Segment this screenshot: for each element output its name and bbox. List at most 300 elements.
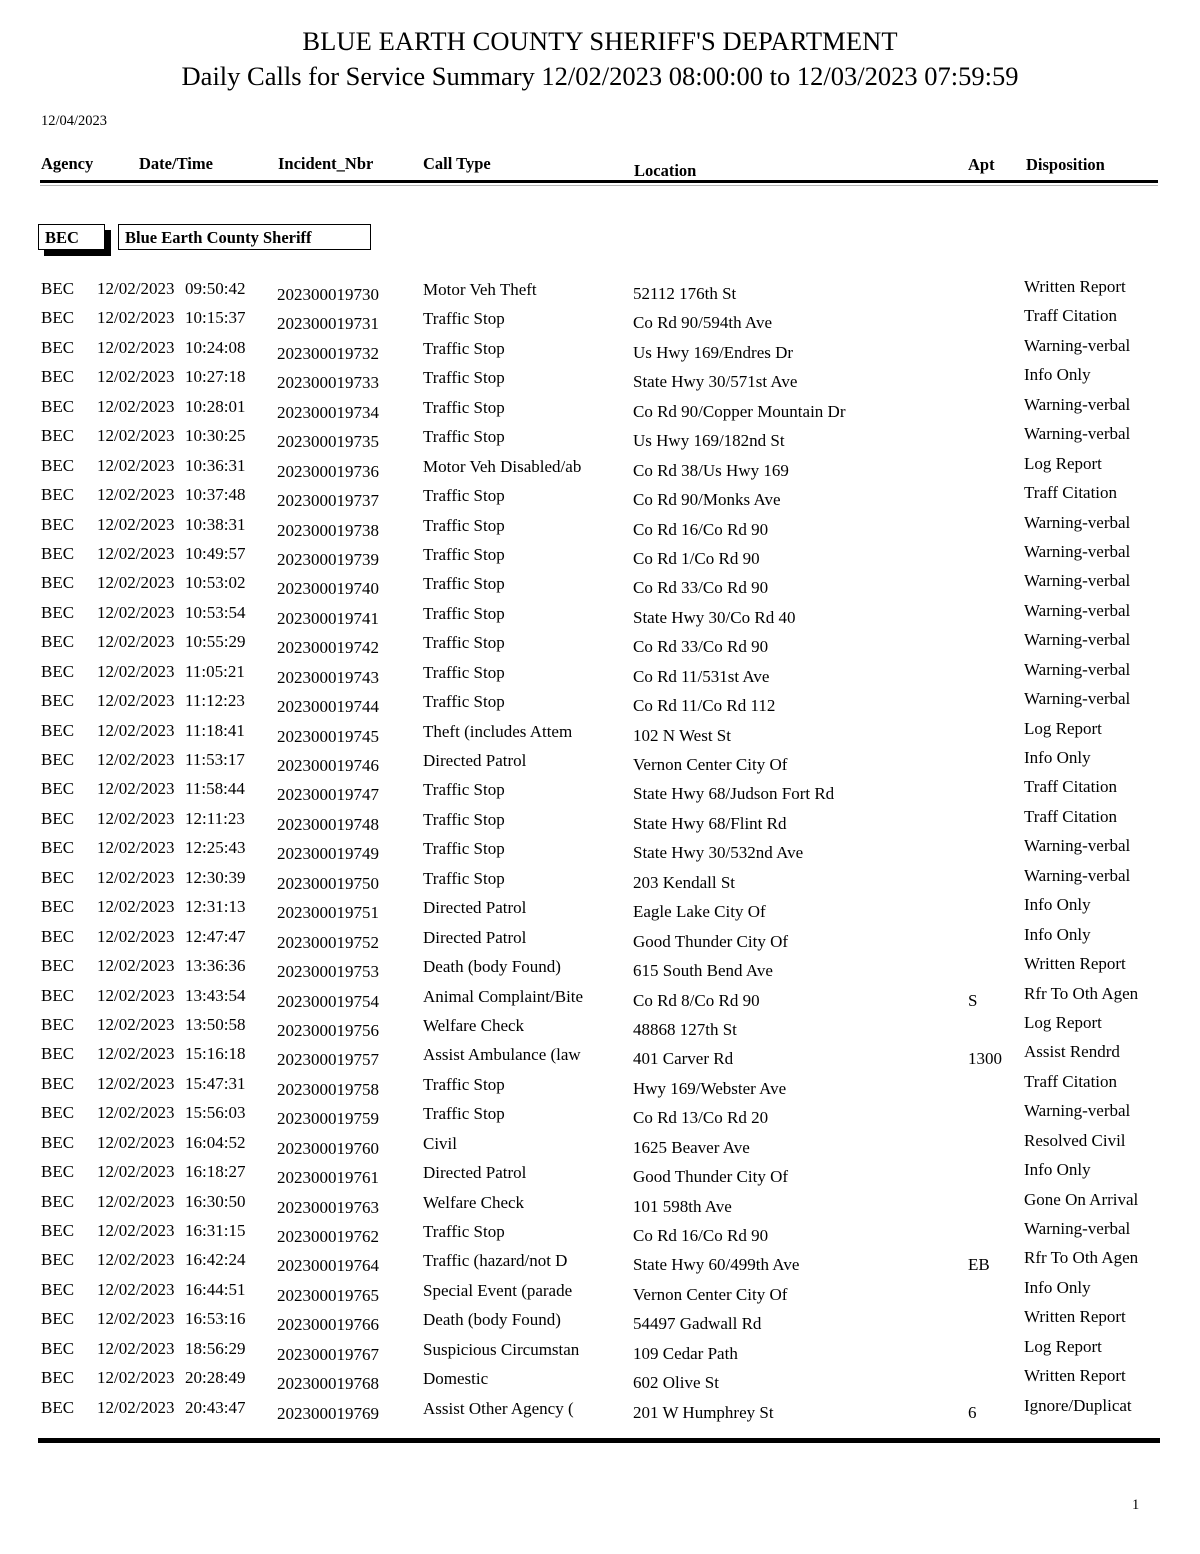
cell-date: 12/02/2023 [97,337,175,357]
cell-disposition: Warning-verbal [1024,865,1131,885]
cell-location: Co Rd 11/531st Ave [633,666,770,686]
cell-date: 12/02/2023 [97,1044,175,1064]
cell-disposition: Rfr To Oth Agen [1024,983,1139,1003]
cell-call-type: Traffic Stop [423,809,505,829]
cell-location: Co Rd 90/Copper Mountain Dr [633,401,846,421]
cell-disposition: Traff Citation [1024,306,1118,326]
cell-call-type: Traffic Stop [423,633,505,653]
cell-call-type: Welfare Check [423,1192,525,1212]
cell-call-type: Traffic Stop [423,515,505,535]
cell-call-type: Motor Veh Theft [423,280,537,299]
cell-agency: BEC [41,926,75,946]
cell-call-type: Theft (includes Attem [423,721,573,741]
report-subtitle: Daily Calls for Service Summary 12/02/2023 08:00:00 to 12/03/2023 07:59:59 [181,61,1019,91]
cell-time: 11:53:17 [185,750,245,769]
cell-disposition: Warning-verbal [1024,659,1131,679]
cell-location: 401 Carver Rd [633,1049,734,1069]
cell-agency: BEC [41,779,75,799]
table-row [0,1278,1200,1307]
cell-time: 12:11:23 [185,808,245,828]
cell-call-type: Traffic Stop [423,1222,505,1241]
cell-location: Vernon Center City Of [633,755,788,774]
cell-disposition: Traff Citation [1024,483,1118,503]
cell-date: 12/02/2023 [97,720,175,740]
cell-date: 12/02/2023 [97,750,175,769]
table-row [0,1307,1200,1336]
cell-agency: BEC [41,661,75,681]
cell-disposition: Resolved Civil [1024,1130,1126,1150]
table-row [0,984,1200,1013]
cell-disposition: Log Report [1024,1336,1102,1356]
cell-disposition: Warning-verbal [1024,600,1131,620]
cell-location: Co Rd 11/Co Rd 112 [633,696,776,716]
cell-location: Co Rd 13/Co Rd 20 [633,1108,769,1128]
cell-location: 201 W Humphrey St [633,1402,774,1422]
header-rule [40,180,1158,183]
cell-location: Us Hwy 169/182nd St [633,431,785,451]
cell-agency: BEC [41,543,75,563]
cell-location: State Hwy 60/499th Ave [633,1255,800,1275]
cell-agency: BEC [41,1368,75,1388]
cell-location: Hwy 169/Webster Ave [633,1078,787,1098]
cell-disposition: Traff Citation [1024,1071,1118,1091]
cell-date: 12/02/2023 [97,1221,175,1240]
column-header-disposition: Disposition [1026,155,1105,174]
cell-date: 12/02/2023 [97,1279,175,1299]
cell-call-type: Domestic [423,1369,489,1389]
cell-time: 10:55:29 [185,632,246,652]
cell-agency: BEC [41,426,75,446]
cell-time: 10:15:37 [185,308,246,328]
table-row [0,454,1200,483]
calls-table-body [0,277,1200,1425]
cell-time: 13:50:58 [185,1014,246,1034]
cell-call-type: Traffic Stop [423,780,505,800]
cell-apt: S [968,990,978,1010]
cell-date: 12/02/2023 [97,573,175,593]
cell-time: 10:24:08 [185,337,246,357]
cell-incident-nbr: 202300019731 [277,314,379,334]
cell-location: Co Rd 38/Us Hwy 169 [633,460,789,480]
cell-location: Us Hwy 169/Endres Dr [633,342,794,362]
cell-incident-nbr: 202300019743 [277,667,379,687]
cell-agency: BEC [41,1250,75,1270]
cell-agency: BEC [41,985,75,1005]
cell-date: 12/02/2023 [97,1162,175,1182]
cell-agency: BEC [41,1014,75,1034]
cell-date: 12/02/2023 [97,661,175,681]
cell-location: Co Rd 8/Co Rd 90 [633,990,760,1010]
cell-incident-nbr: 202300019765 [277,1285,379,1305]
table-row [0,1190,1200,1219]
cell-date: 12/02/2023 [97,985,175,1005]
cell-agency: BEC [41,602,75,622]
cell-date: 12/02/2023 [97,1103,175,1123]
table-row [0,689,1200,718]
cell-date: 12/02/2023 [97,1250,175,1270]
cell-time: 20:28:49 [185,1368,246,1388]
cell-disposition: Warning-verbal [1024,335,1131,355]
table-row [0,719,1200,748]
table-row [0,1248,1200,1277]
cell-disposition: Warning-verbal [1024,424,1131,444]
table-row [0,542,1200,571]
cell-location: State Hwy 68/Judson Fort Rd [633,784,835,804]
cell-incident-nbr: 202300019737 [277,491,379,511]
cell-date: 12/02/2023 [97,632,175,652]
cell-time: 11:12:23 [185,691,245,711]
cell-disposition: Warning-verbal [1024,689,1131,709]
cell-call-type: Traffic Stop [423,839,505,859]
cell-disposition: Warning-verbal [1024,541,1131,561]
cell-date: 12/02/2023 [97,279,175,298]
cell-location: Co Rd 16/Co Rd 90 [633,519,769,539]
cell-agency: BEC [41,455,75,475]
table-row [0,365,1200,394]
cell-location: Co Rd 90/594th Ave [633,313,772,333]
header-rule-thin [40,185,1158,186]
cell-incident-nbr: 202300019761 [277,1168,379,1188]
cell-incident-nbr: 202300019759 [277,1109,379,1129]
cell-agency: BEC [41,691,75,711]
cell-location: 101 598th Ave [633,1196,732,1216]
cell-disposition: Written Report [1024,277,1126,296]
cell-date: 12/02/2023 [97,602,175,622]
cell-date: 12/02/2023 [97,867,175,887]
column-header-apt: Apt [968,155,995,174]
cell-time: 16:53:16 [185,1309,246,1329]
cell-time: 15:47:31 [185,1073,246,1093]
cell-agency: BEC [41,1191,75,1211]
table-row [0,925,1200,954]
cell-call-type: Traffic Stop [423,868,505,888]
run-date: 12/04/2023 [41,113,108,129]
cell-agency: BEC [41,1309,75,1329]
table-row [0,336,1200,365]
cell-time: 12:47:47 [185,926,246,946]
cell-time: 11:18:41 [185,720,245,740]
cell-date: 12/02/2023 [97,367,175,387]
cell-incident-nbr: 202300019735 [277,432,379,452]
cell-call-type: Traffic Stop [423,486,505,506]
table-row [0,571,1200,600]
cell-incident-nbr: 202300019767 [277,1344,379,1364]
cell-incident-nbr: 202300019745 [277,726,379,746]
cell-date: 12/02/2023 [97,1191,175,1211]
cell-call-type: Traffic Stop [423,1104,505,1124]
cell-incident-nbr: 202300019752 [277,932,379,952]
cell-date: 12/02/2023 [97,1073,175,1093]
cell-call-type: Assist Other Agency ( [423,1398,574,1418]
cell-agency: BEC [41,485,75,505]
cell-date: 12/02/2023 [97,1014,175,1034]
cell-disposition: Written Report [1024,1307,1126,1327]
cell-time: 10:49:57 [185,543,246,563]
cell-incident-nbr: 202300019742 [277,638,379,658]
cell-agency: BEC [41,367,75,387]
column-header-call-type: Call Type [423,154,491,173]
cell-call-type: Special Event (parade [423,1280,573,1300]
cell-apt: EB [968,1255,990,1275]
cell-call-type: Civil [423,1133,458,1153]
cell-date: 12/02/2023 [97,455,175,475]
cell-call-type: Traffic Stop [423,692,505,712]
cell-date: 12/02/2023 [97,1368,175,1388]
cell-disposition: Info Only [1024,924,1091,944]
table-row [0,807,1200,836]
cell-time: 16:31:15 [185,1221,246,1240]
cell-incident-nbr: 202300019758 [277,1079,379,1099]
cell-incident-nbr: 202300019764 [277,1256,379,1276]
table-row [0,777,1200,806]
cell-disposition: Log Report [1024,1012,1102,1032]
cell-date: 12/02/2023 [97,808,175,828]
cell-incident-nbr: 202300019750 [277,873,379,893]
cell-incident-nbr: 202300019748 [277,814,379,834]
table-row [0,1042,1200,1071]
cell-location: State Hwy 30/Co Rd 40 [633,607,796,627]
table-row [0,513,1200,542]
cell-location: 102 N West St [633,725,731,745]
cell-agency: BEC [41,1279,75,1299]
cell-disposition: Warning-verbal [1024,394,1131,414]
cell-location: 52112 176th St [633,284,737,303]
cell-call-type: Assist Ambulance (law [423,1045,581,1065]
page-number: 1 [1132,1497,1140,1513]
cell-disposition: Rfr To Oth Agen [1024,1248,1139,1268]
cell-disposition: Warning-verbal [1024,836,1131,856]
cell-location: 48868 127th St [633,1019,737,1039]
column-header-location: Location [634,161,697,180]
cell-incident-nbr: 202300019753 [277,962,379,982]
cell-incident-nbr: 202300019740 [277,579,379,599]
cell-apt: 1300 [968,1049,1002,1069]
table-row [0,1072,1200,1101]
cell-location: 1625 Beaver Ave [633,1137,750,1157]
agency-name-label: Blue Earth County Sheriff [125,228,312,247]
cell-location: State Hwy 68/Flint Rd [633,813,787,833]
table-row [0,866,1200,895]
cell-time: 16:44:51 [185,1279,246,1299]
cell-call-type: Suspicious Circumstan [423,1339,580,1359]
cell-disposition: Log Report [1024,718,1102,738]
agency-name-box [118,224,371,250]
cell-agency: BEC [41,308,75,328]
cell-date: 12/02/2023 [97,426,175,446]
cell-agency: BEC [41,1397,75,1417]
cell-incident-nbr: 202300019769 [277,1403,379,1423]
cell-date: 12/02/2023 [97,485,175,505]
cell-incident-nbr: 202300019736 [277,461,379,481]
cell-agency: BEC [41,514,75,534]
cell-incident-nbr: 202300019760 [277,1138,379,1158]
cell-disposition: Ignore/Duplicat [1024,1395,1132,1415]
cell-agency: BEC [41,750,75,769]
table-row [0,1160,1200,1189]
column-header-agency: Agency [41,154,94,173]
cell-disposition: Warning-verbal [1024,512,1131,532]
cell-call-type: Death (body Found) [423,957,561,977]
table-row [0,1337,1200,1366]
cell-agency: BEC [41,632,75,652]
cell-call-type: Directed Patrol [423,898,527,918]
cell-time: 16:04:52 [185,1132,246,1152]
table-row [0,1101,1200,1130]
cell-date: 12/02/2023 [97,897,175,917]
cell-agency: BEC [41,279,75,298]
cell-agency: BEC [41,337,75,357]
cell-location: Good Thunder City Of [633,1167,789,1187]
table-row [0,836,1200,865]
table-row [0,306,1200,335]
cell-location: Vernon Center City Of [633,1284,788,1304]
cell-call-type: Traffic Stop [423,309,505,329]
cell-call-type: Directed Patrol [423,751,527,770]
cell-call-type: Traffic (hazard/not D [423,1251,568,1271]
cell-location: State Hwy 30/532nd Ave [633,843,804,863]
cell-call-type: Animal Complaint/Bite [423,986,584,1006]
cell-call-type: Traffic Stop [423,662,505,682]
table-row [0,630,1200,659]
cell-incident-nbr: 202300019763 [277,1197,379,1217]
cell-agency: BEC [41,1338,75,1358]
cell-incident-nbr: 202300019749 [277,844,379,864]
cell-location: Eagle Lake City Of [633,902,766,922]
cell-date: 12/02/2023 [97,956,175,976]
cell-disposition: Warning-verbal [1024,1101,1131,1121]
cell-incident-nbr: 202300019730 [277,285,379,304]
cell-date: 12/02/2023 [97,838,175,858]
cell-disposition: Info Only [1024,895,1091,915]
cell-call-type: Directed Patrol [423,927,527,947]
cell-incident-nbr: 202300019768 [277,1374,379,1394]
table-row [0,1366,1200,1395]
cell-call-type: Traffic Stop [423,427,505,447]
cell-agency: BEC [41,1103,75,1123]
cell-call-type: Welfare Check [423,1015,525,1035]
cell-incident-nbr: 202300019741 [277,608,379,628]
cell-agency: BEC [41,396,75,416]
cell-incident-nbr: 202300019757 [277,1050,379,1070]
cell-agency: BEC [41,956,75,976]
cell-incident-nbr: 202300019739 [277,549,379,569]
cell-time: 12:31:13 [185,897,246,917]
cell-time: 10:36:31 [185,455,246,475]
cell-disposition: Assist Rendrd [1024,1042,1120,1062]
agency-code-box [38,224,105,250]
cell-incident-nbr: 202300019734 [277,402,379,422]
cell-time: 13:43:54 [185,985,246,1005]
cell-agency: BEC [41,897,75,917]
cell-date: 12/02/2023 [97,779,175,799]
footer-rule [38,1438,1160,1443]
table-row [0,954,1200,983]
cell-agency: BEC [41,838,75,858]
cell-agency: BEC [41,1132,75,1152]
cell-location: Co Rd 33/Co Rd 90 [633,637,769,657]
cell-location: Good Thunder City Of [633,931,789,951]
cell-disposition: Written Report [1024,1366,1126,1386]
cell-incident-nbr: 202300019746 [277,756,379,775]
cell-agency: BEC [41,1044,75,1064]
cell-time: 12:25:43 [185,838,246,858]
cell-location: Co Rd 16/Co Rd 90 [633,1226,769,1245]
agency-code-label: BEC [45,228,79,247]
cell-call-type: Traffic Stop [423,397,505,417]
cell-time: 11:58:44 [185,779,245,799]
cell-disposition: Gone On Arrival [1024,1189,1139,1209]
cell-time: 10:27:18 [185,367,246,387]
cell-incident-nbr: 202300019762 [277,1227,379,1246]
cell-disposition: Warning-verbal [1024,571,1131,591]
table-row [0,1219,1200,1248]
cell-incident-nbr: 202300019732 [277,343,379,363]
cell-call-type: Traffic Stop [423,338,505,358]
cell-agency: BEC [41,573,75,593]
table-row [0,601,1200,630]
cell-incident-nbr: 202300019751 [277,903,379,923]
cell-incident-nbr: 202300019756 [277,1020,379,1040]
cell-date: 12/02/2023 [97,1397,175,1417]
cell-call-type: Traffic Stop [423,1074,505,1094]
cell-disposition: Info Only [1024,1160,1091,1180]
cell-time: 10:37:48 [185,485,246,505]
cell-apt: 6 [968,1402,977,1422]
cell-date: 12/02/2023 [97,1338,175,1358]
cell-date: 12/02/2023 [97,308,175,328]
cell-incident-nbr: 202300019754 [277,991,379,1011]
cell-call-type: Directed Patrol [423,1163,527,1183]
cell-time: 10:38:31 [185,514,246,534]
cell-time: 13:36:36 [185,956,246,976]
cell-time: 15:56:03 [185,1103,246,1123]
cell-location: 602 Olive St [633,1373,719,1393]
cell-call-type: Motor Veh Disabled/ab [423,456,582,476]
cell-disposition: Info Only [1024,365,1091,385]
cell-location: 109 Cedar Path [633,1343,738,1363]
table-row [0,395,1200,424]
cell-date: 12/02/2023 [97,926,175,946]
cell-location: Co Rd 90/Monks Ave [633,490,781,510]
cell-call-type: Traffic Stop [423,574,505,594]
cell-date: 12/02/2023 [97,1132,175,1152]
table-row [0,277,1200,306]
table-row [0,895,1200,924]
table-row [0,483,1200,512]
cell-location: 615 South Bend Ave [633,961,773,981]
cell-disposition: Written Report [1024,954,1126,974]
table-row [0,1013,1200,1042]
cell-incident-nbr: 202300019747 [277,785,379,805]
cell-call-type: Traffic Stop [423,544,505,564]
cell-time: 10:28:01 [185,396,246,416]
cell-time: 10:53:02 [185,573,246,593]
cell-agency: BEC [41,1221,75,1240]
cell-time: 15:16:18 [185,1044,246,1064]
cell-time: 10:30:25 [185,426,246,446]
cell-date: 12/02/2023 [97,543,175,563]
cell-disposition: Info Only [1024,748,1091,767]
table-row [0,424,1200,453]
cell-incident-nbr: 202300019744 [277,697,379,717]
cell-disposition: Log Report [1024,453,1102,473]
cell-agency: BEC [41,720,75,740]
cell-time: 12:30:39 [185,867,246,887]
column-header-datetime: Date/Time [139,154,213,173]
cell-location: Co Rd 1/Co Rd 90 [633,548,760,568]
cell-date: 12/02/2023 [97,1309,175,1329]
cell-time: 11:05:21 [185,661,245,681]
